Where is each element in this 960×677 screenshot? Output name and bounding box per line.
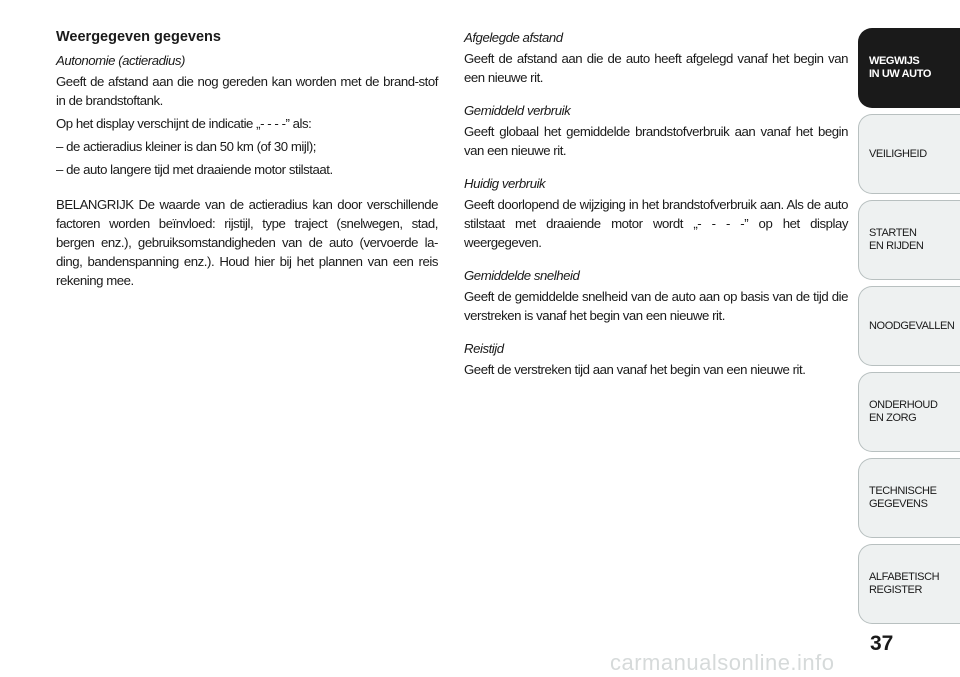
section-gemiddelde-snelheid bbox=[464, 266, 848, 325]
subheading: Gemiddeld verbruik bbox=[464, 103, 571, 118]
left-column bbox=[56, 28, 438, 294]
paragraph: Geeft de gemiddelde snelheid van de auto aan op basis van de tijd die verstreken is vanaf het begin van een nieuwe rit. bbox=[464, 289, 848, 323]
tab-noodgevallen[interactable]: NOODGEVALLEN bbox=[858, 286, 960, 366]
tab-alfabetisch-register[interactable]: ALFABETISCH REGISTER bbox=[858, 544, 960, 624]
subheading: Gemiddelde snelheid bbox=[464, 268, 580, 283]
list-item-actieradius: – de actieradius kleiner is dan 50 km (of 30 mijl); bbox=[56, 139, 316, 154]
watermark: carmanualsonline.info bbox=[610, 650, 835, 675]
section-heading: Weergegeven gegevens bbox=[56, 29, 221, 45]
paragraph: Geeft globaal het gemiddelde brandstofverbruik aan vanaf het begin van een nieuwe rit. bbox=[464, 124, 848, 158]
page-number: 37 bbox=[870, 632, 894, 655]
paragraph-display-indicatie: Op het display verschijnt de indicatie „- - - -” als: bbox=[56, 116, 312, 131]
paragraph: Geeft de verstreken tijd aan vanaf het begin van een nieuwe rit. bbox=[464, 362, 806, 377]
paragraph: Geeft de afstand aan die de auto heeft afgelegd vanaf het begin van een nieuwe rit. bbox=[464, 51, 848, 85]
paragraph: Geeft doorlopend de wijziging in het brandstofverbruik aan. Als de auto stilstaat met draaiende motor wordt „- - - -” op het display weergegeven. bbox=[464, 197, 848, 250]
section-reistijd bbox=[464, 339, 848, 379]
list-item-stilstaat: – de auto langere tijd met draaiende motor stilstaat. bbox=[56, 162, 333, 177]
tab-technische-gegevens[interactable]: TECHNISCHE GEGEVENS bbox=[858, 458, 960, 538]
tab-wegwijs[interactable]: WEGWIJS IN UW AUTO bbox=[858, 28, 960, 108]
subheading-autonomie: Autonomie (actieradius) bbox=[56, 53, 185, 68]
subheading: Huidig verbruik bbox=[464, 176, 546, 191]
section-gemiddeld-verbruik bbox=[464, 101, 848, 160]
tab-starten-en-rijden[interactable]: STARTEN EN RIJDEN bbox=[858, 200, 960, 280]
subheading: Afgelegde afstand bbox=[464, 30, 563, 45]
section-afgelegde-afstand bbox=[464, 28, 848, 87]
tab-veiligheid[interactable]: VEILIGHEID bbox=[858, 114, 960, 194]
subheading: Reistijd bbox=[464, 341, 504, 356]
section-huidig-verbruik bbox=[464, 174, 848, 252]
right-column bbox=[464, 28, 848, 393]
paragraph-belangrijk: BELANGRIJK De waarde van de actieradius kan door verschillende factoren worden beïnvloed: rijstijl, type traject (snelwegen, stad, bergen enz.), gebruiksomstandigheden van de auto (vervoerde la-ding, bandenspanning enz.). Houd hier bij het plannen van een reis rekening mee. bbox=[56, 197, 438, 288]
paragraph-autonomie: Geeft de afstand aan die nog gereden kan worden met de brand-stof in de brandstoftank. bbox=[56, 74, 438, 108]
chapter-tabs bbox=[858, 28, 960, 630]
tab-onderhoud-en-zorg[interactable]: ONDERHOUD EN ZORG bbox=[858, 372, 960, 452]
